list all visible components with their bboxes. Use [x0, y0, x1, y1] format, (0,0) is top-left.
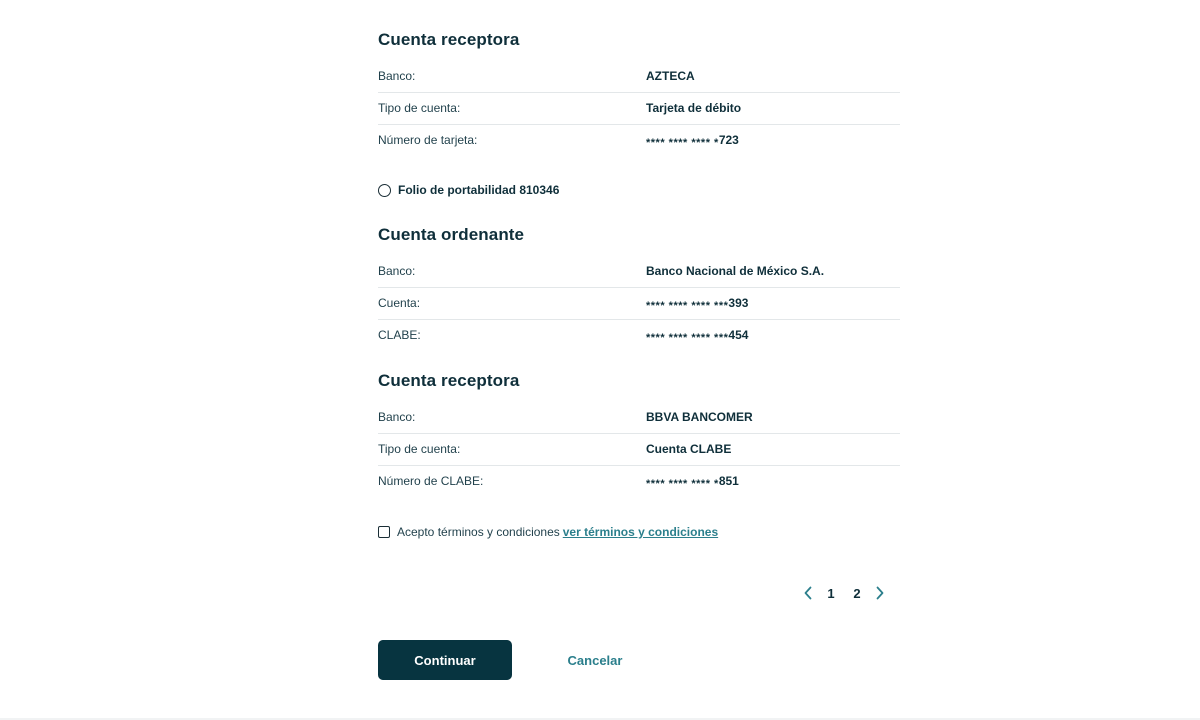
portability-radio[interactable]	[378, 182, 559, 198]
detail-row-account-type-3	[378, 435, 900, 466]
visible-digits: 454	[728, 328, 749, 342]
detail-value: AZTECA	[646, 69, 695, 83]
pagination	[798, 583, 890, 603]
detail-label: Tipo de cuenta:	[378, 442, 461, 456]
detail-value	[646, 474, 739, 490]
page-1-button[interactable]: 1	[827, 585, 835, 601]
continue-button[interactable]: Continuar	[378, 640, 512, 680]
visible-digits: 851	[718, 474, 739, 488]
portability-label: Folio de portabilidad 810346	[398, 183, 560, 197]
detail-label: Número de tarjeta:	[378, 133, 478, 147]
detail-value: Tarjeta de débito	[646, 101, 742, 115]
terms-checkbox[interactable]	[378, 526, 390, 538]
detail-value: BBVA BANCOMER	[646, 410, 753, 424]
page-2-button[interactable]: 2	[853, 585, 861, 601]
section-title-ordering-account: Cuenta ordenante	[378, 225, 525, 244]
detail-label: CLABE:	[378, 328, 421, 342]
terms-row	[378, 524, 718, 540]
visible-digits: 723	[718, 133, 739, 147]
chevron-right-icon[interactable]	[870, 583, 890, 603]
detail-label: Banco:	[378, 69, 416, 83]
detail-row-bank-1	[378, 62, 900, 93]
terms-link[interactable]: ver términos y condiciones	[562, 525, 719, 539]
detail-value: Banco Nacional de México S.A.	[646, 264, 825, 278]
detail-row-card-number	[378, 126, 900, 157]
detail-value	[646, 296, 748, 312]
detail-value	[646, 133, 739, 149]
detail-row-clabe	[378, 321, 900, 352]
radio-circle-icon[interactable]	[378, 184, 391, 197]
detail-label: Tipo de cuenta:	[378, 101, 461, 115]
detail-row-bank-2	[378, 257, 900, 288]
terms-text: Acepto términos y condiciones	[397, 525, 560, 539]
detail-row-account	[378, 289, 900, 320]
section-title-receiving-account-1: Cuenta receptora	[378, 30, 520, 49]
detail-label: Banco:	[378, 410, 416, 424]
masked-digits: **** **** **** ***	[646, 300, 729, 312]
detail-label: Número de CLABE:	[378, 474, 484, 488]
detail-value: Cuenta CLABE	[646, 442, 732, 456]
detail-label: Cuenta:	[378, 296, 421, 310]
section-title-receiving-account-2: Cuenta receptora	[378, 371, 520, 390]
masked-digits: **** **** **** *	[646, 137, 719, 149]
cancel-button[interactable]: Cancelar	[552, 640, 638, 680]
detail-row-account-type-1	[378, 94, 900, 125]
detail-value	[646, 328, 748, 344]
masked-digits: **** **** **** *	[646, 478, 719, 490]
detail-label: Banco:	[378, 264, 416, 278]
detail-row-bank-3	[378, 403, 900, 434]
masked-digits: **** **** **** ***	[646, 332, 729, 344]
chevron-left-icon[interactable]	[798, 583, 818, 603]
detail-row-clabe-number	[378, 467, 900, 498]
visible-digits: 393	[728, 296, 749, 310]
